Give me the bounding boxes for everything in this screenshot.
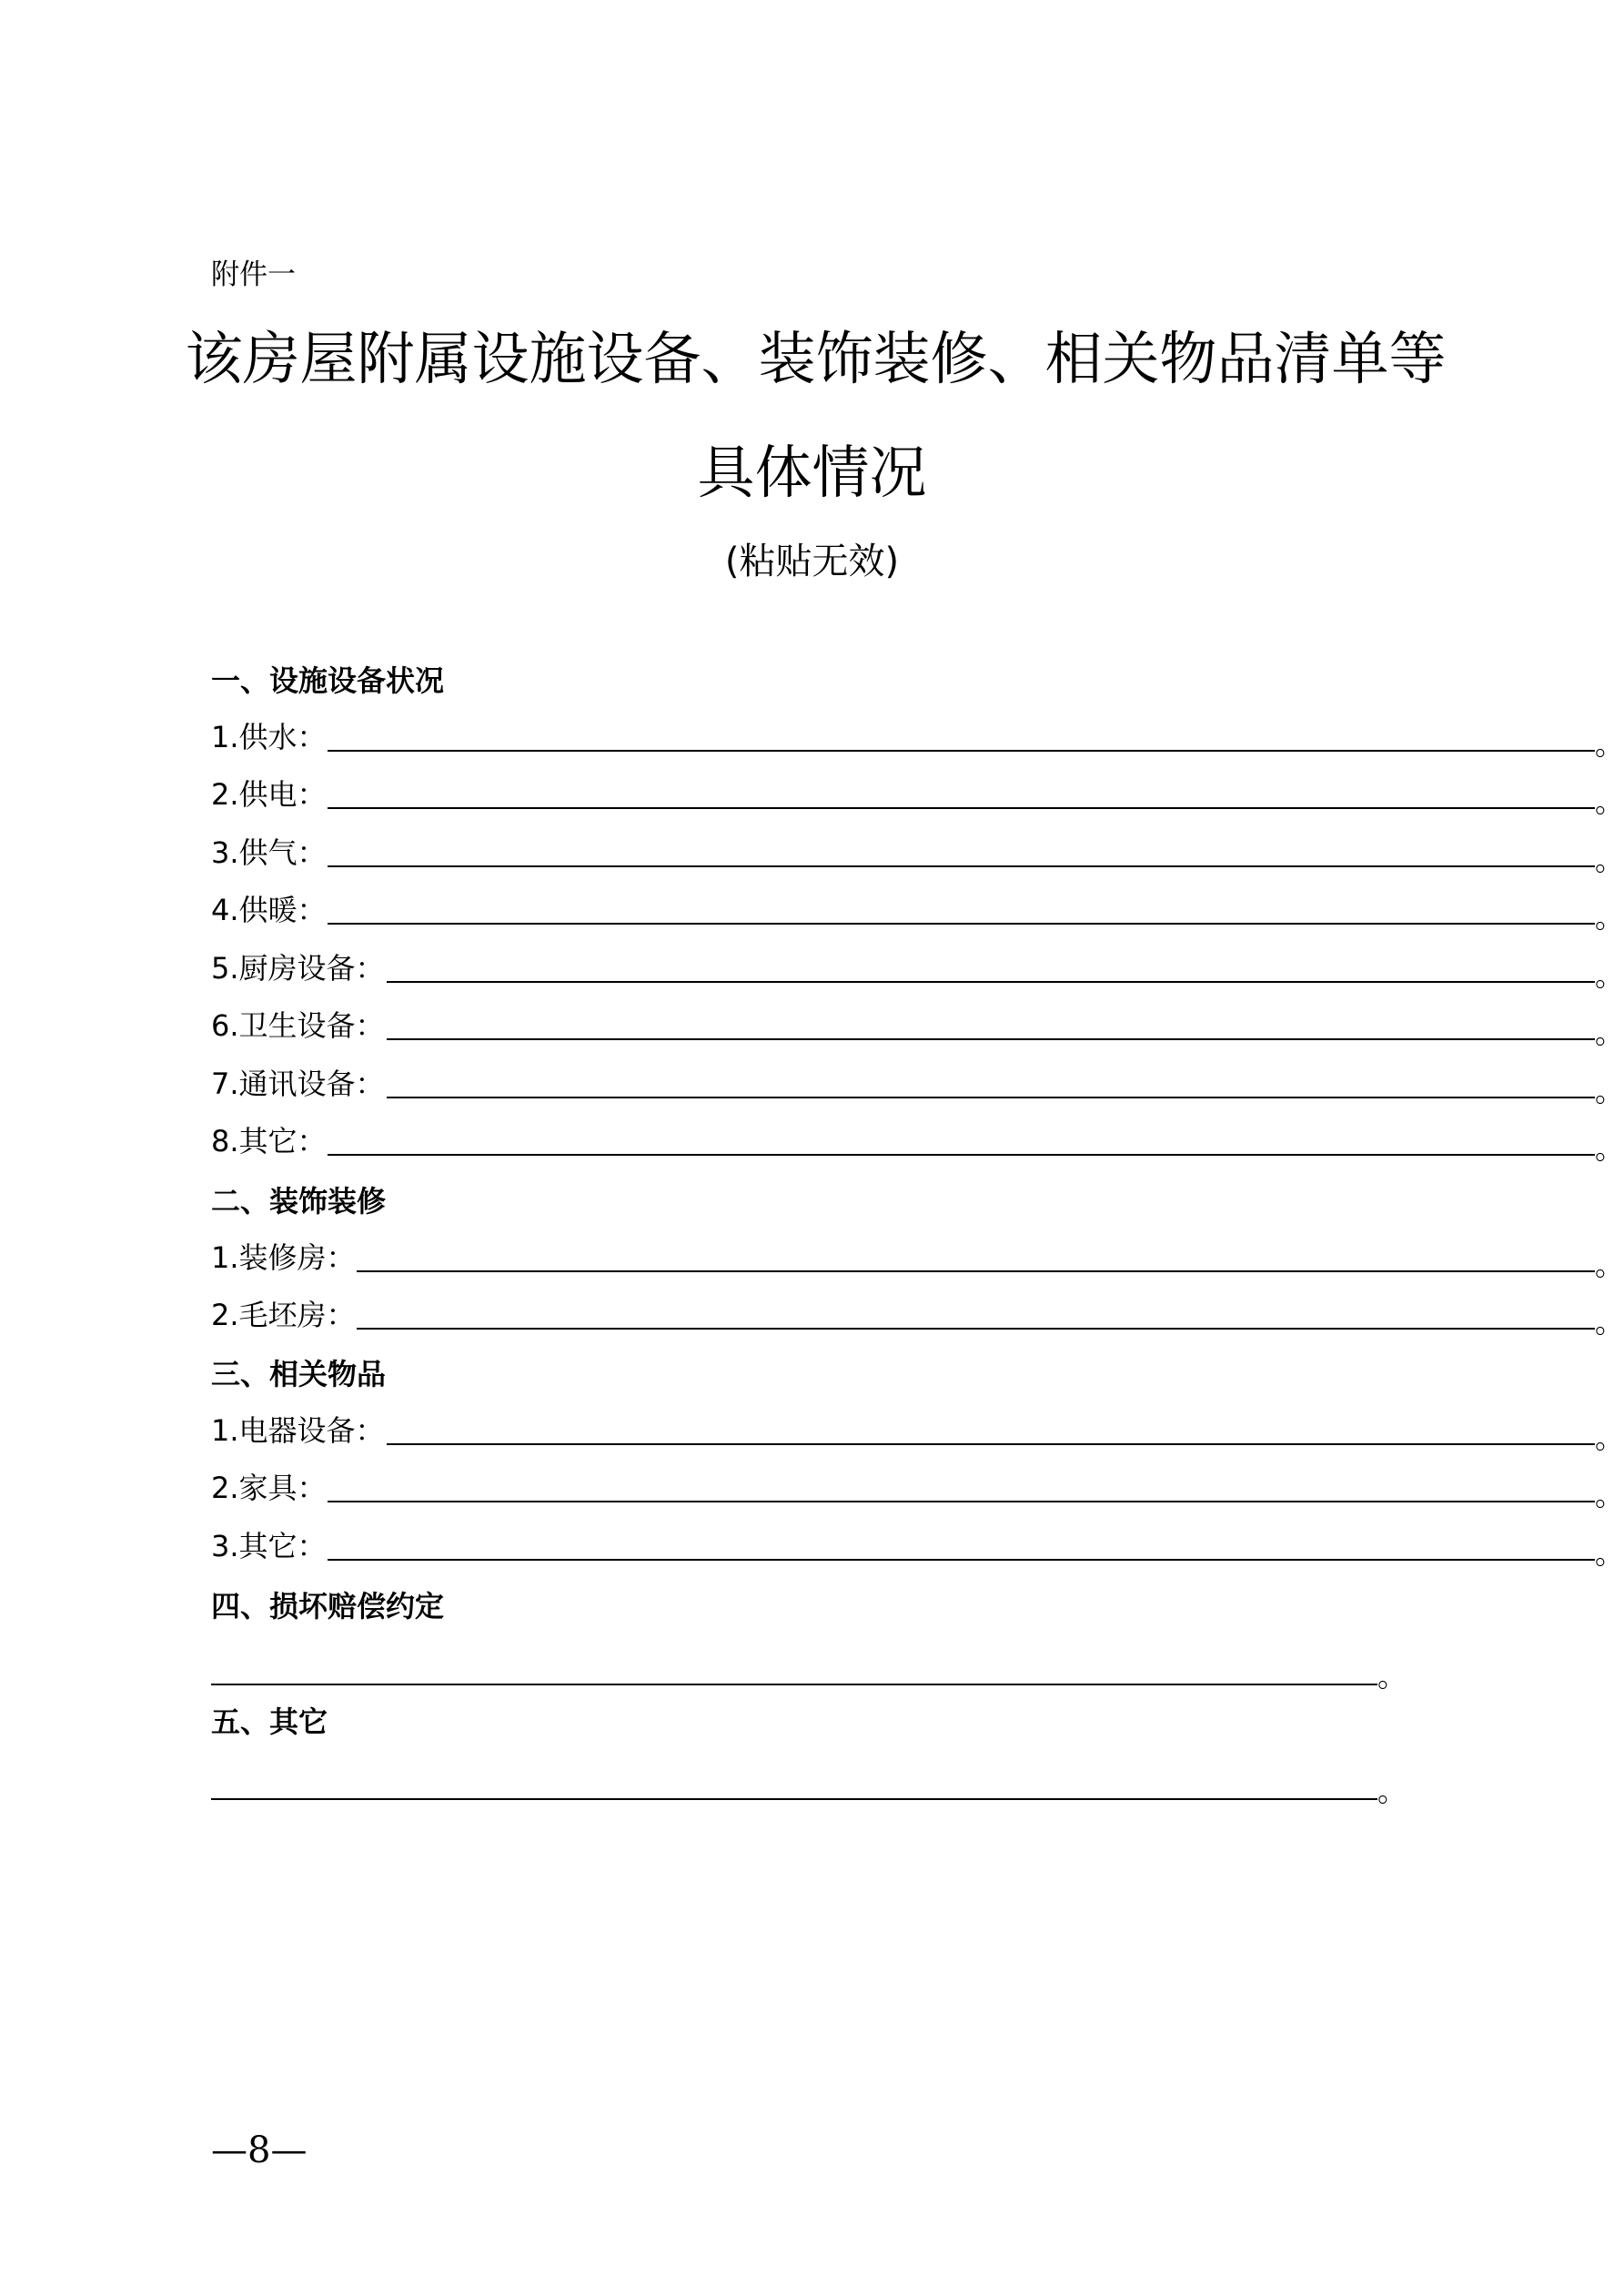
fill-in-line-damage[interactable] bbox=[211, 1653, 1377, 1685]
fill-in-line[interactable] bbox=[328, 1123, 1595, 1156]
section-heading-other: 五、其它 bbox=[211, 1704, 328, 1739]
field-end-mark: 。 bbox=[1595, 1248, 1624, 1282]
fill-in-line[interactable] bbox=[328, 1528, 1595, 1561]
field-end-mark: 。 bbox=[1595, 784, 1624, 819]
field-row-sanitary bbox=[211, 1007, 1624, 1050]
section-heading-facilities: 一、设施设备状况 bbox=[211, 663, 445, 698]
field-label: 6.卫生设备： bbox=[211, 1008, 385, 1043]
field-row-unfinished bbox=[211, 1297, 1624, 1340]
field-row-kitchen bbox=[211, 950, 1624, 993]
field-end-mark: 。 bbox=[1595, 1074, 1624, 1108]
field-label: 7.通讯设备： bbox=[211, 1067, 385, 1101]
fill-in-line[interactable] bbox=[387, 1066, 1595, 1098]
field-label: 3.供气： bbox=[211, 835, 327, 870]
section-heading-decoration: 二、装饰装修 bbox=[211, 1184, 387, 1219]
section-heading-damage: 四、损坏赔偿约定 bbox=[211, 1589, 445, 1623]
document-title-line-1: 该房屋附属设施设备、装饰装修、相关物品清单等 bbox=[185, 326, 1447, 392]
field-label: 1.电器设备： bbox=[211, 1413, 385, 1448]
fill-in-line[interactable] bbox=[328, 776, 1595, 809]
field-row-items-other bbox=[211, 1528, 1624, 1571]
field-row-heating bbox=[211, 892, 1624, 935]
field-end-mark: 。 bbox=[1595, 900, 1624, 935]
field-row-appliances bbox=[211, 1412, 1624, 1455]
field-end-mark: 。 bbox=[1595, 1421, 1624, 1455]
field-end-mark: 。 bbox=[1595, 1305, 1624, 1340]
field-label: 1.供水： bbox=[211, 720, 327, 754]
fill-in-line[interactable] bbox=[387, 1007, 1595, 1040]
field-end-mark: 。 bbox=[1377, 1774, 1407, 1808]
field-end-mark: 。 bbox=[1595, 843, 1624, 877]
field-row-water bbox=[211, 719, 1624, 762]
field-row-decorated bbox=[211, 1239, 1624, 1282]
field-label: 2.供电： bbox=[211, 777, 327, 812]
field-label: 1.装修房： bbox=[211, 1240, 356, 1275]
fill-in-line[interactable] bbox=[328, 892, 1595, 925]
field-end-mark: 。 bbox=[1595, 1131, 1624, 1166]
fill-in-line-other[interactable] bbox=[211, 1767, 1377, 1800]
document-title-line-2: 具体情况 bbox=[697, 440, 927, 506]
fill-in-line[interactable] bbox=[328, 1470, 1595, 1502]
attachment-label: 附件一 bbox=[211, 258, 296, 291]
field-end-mark: 。 bbox=[1595, 1478, 1624, 1512]
field-label: 8.其它： bbox=[211, 1124, 327, 1158]
field-end-mark: 。 bbox=[1595, 727, 1624, 762]
field-row-facilities-other bbox=[211, 1123, 1624, 1166]
field-label: 2.毛坯房： bbox=[211, 1298, 356, 1332]
field-row-telecom bbox=[211, 1066, 1624, 1108]
document-subtitle: (粘贴无效) bbox=[724, 541, 900, 582]
fill-in-line[interactable] bbox=[357, 1297, 1595, 1330]
section-heading-items: 三、相关物品 bbox=[211, 1357, 387, 1391]
field-end-mark: 。 bbox=[1595, 958, 1624, 993]
field-label: 5.厨房设备： bbox=[211, 951, 385, 986]
field-label: 3.其它： bbox=[211, 1529, 327, 1563]
fill-in-line[interactable] bbox=[328, 719, 1595, 752]
field-row-electricity bbox=[211, 776, 1624, 819]
field-end-mark: 。 bbox=[1377, 1659, 1407, 1694]
field-row-gas bbox=[211, 834, 1624, 877]
field-end-mark: 。 bbox=[1595, 1016, 1624, 1050]
fill-in-line[interactable] bbox=[387, 950, 1595, 983]
fill-in-line[interactable] bbox=[357, 1239, 1595, 1272]
field-row-furniture bbox=[211, 1470, 1624, 1512]
field-label: 4.供暖： bbox=[211, 893, 327, 927]
page-number: —8— bbox=[211, 2129, 308, 2171]
field-end-mark: 。 bbox=[1595, 1536, 1624, 1571]
field-label: 2.家具： bbox=[211, 1471, 327, 1505]
fill-in-line[interactable] bbox=[328, 834, 1595, 867]
fill-in-line[interactable] bbox=[387, 1412, 1595, 1445]
